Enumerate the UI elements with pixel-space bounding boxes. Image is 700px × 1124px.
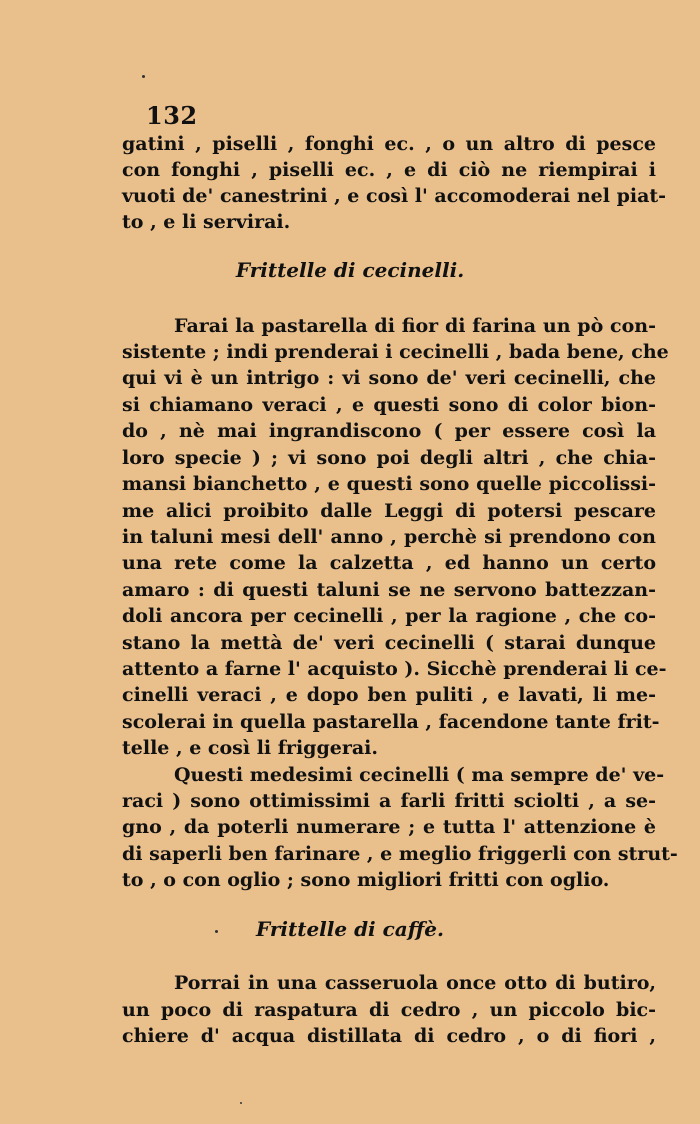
text-line: to , e li servirai. [122,211,291,233]
text-line: vuoti de' canestrini , e così l' accomoderai nel piat- [122,185,667,207]
page-number: 132 [146,101,198,130]
text-line: Farai la pastarella di fior di farina un pò con- [174,315,656,337]
text-line: sistente ; indi prenderai i cecinelli , bada bene, che [122,341,669,363]
specks [215,930,218,933]
text-line: cinelli veraci , e dopo ben puliti , e lavati, li me- [122,684,656,706]
text-line: gno , da poterli numerare ; e tutta l' attenzione è [122,816,656,838]
specks [240,1102,242,1104]
text-line: si chiamano veraci , e questi sono di color bion- [122,394,656,416]
text-line: doli ancora per cecinelli , per la ragione , che co- [122,605,656,627]
section-heading: Frittelle di caffè. [256,917,444,941]
text-line: scolerai in quella pastarella , facendone tante frit- [122,711,660,733]
text-line: loro specie ) ; vi sono poi degli altri , che chia- [122,447,656,469]
text-line: Questi medesimi cecinelli ( ma sempre de' ve- [174,764,665,786]
text-line: amaro : di questi taluni se ne servono battezzan- [122,579,656,601]
text-line: una rete come la calzetta , ed hanno un certo [122,552,656,574]
specks [142,75,145,78]
text-line: gatini , piselli , fonghi ec. , o un altro di pesce [122,133,656,155]
text-line: do , nè mai ingrandiscono ( per essere così la [122,420,656,442]
text-line: di saperli ben farinare , e meglio friggerli con strut- [122,843,678,865]
text-line: Porrai in una casseruola once otto di butiro, [174,972,656,994]
text-line: raci ) sono ottimissimi a farli fritti sciolti , a se- [122,790,656,812]
text-line: in taluni mesi dell' anno , perchè si prendono con [122,526,656,548]
text-line: con fonghi , piselli ec. , e di ciò ne riempirai i [122,159,656,181]
section-heading: Frittelle di cecinelli. [235,258,465,282]
text-line: me alici proibito dalle Leggi di potersi pescare [122,500,656,522]
text-line: stano la mettà de' veri cecinelli ( starai dunque [122,632,656,654]
text-line: mansi bianchetto , e questi sono quelle piccolissi- [122,473,656,495]
text-line: chiere d' acqua distillata di cedro , o di fiori , [122,1025,656,1047]
text-line: telle , e così li friggerai. [122,737,378,759]
text-line: attento a farne l' acquisto ). Sicchè prenderai li ce- [122,658,667,680]
text-line: qui vi è un intrigo : vi sono de' veri cecinelli, che [122,367,656,389]
text-line: un poco di raspatura di cedro , un piccolo bic- [122,999,656,1021]
text-line: to , o con oglio ; sono migliori fritti con oglio. [122,869,610,891]
